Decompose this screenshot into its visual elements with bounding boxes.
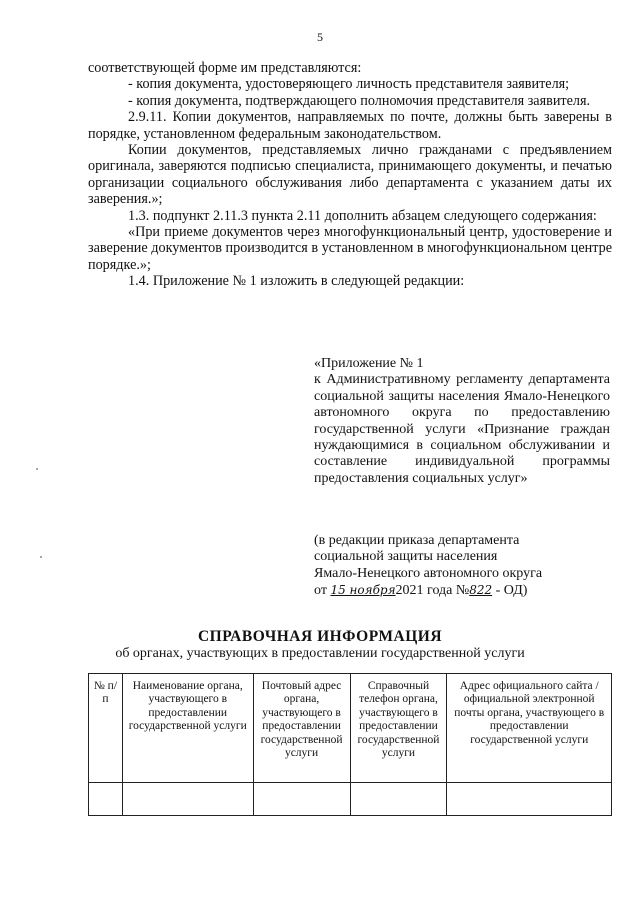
table-header-row xyxy=(89,674,612,783)
handwritten-date: 15 ноября xyxy=(330,583,396,598)
edition-line: (в редакции приказа департамента xyxy=(314,533,520,548)
section-title: СПРАВОЧНАЯ ИНФОРМАЦИЯ xyxy=(197,628,443,645)
body-text xyxy=(88,60,612,290)
header-organ-name: Наименование органа, участвующего в предоставлении государственной услуги xyxy=(122,674,253,783)
scan-speck xyxy=(40,556,42,558)
scan-speck xyxy=(36,468,38,470)
table-cell xyxy=(447,783,612,816)
edition-prefix: от xyxy=(314,583,327,599)
table-cell xyxy=(350,783,447,816)
header-postal-address: Почтовый адрес органа, участвующего в предоставлении государственной услуги xyxy=(253,674,350,783)
handwritten-number: 822 xyxy=(469,583,493,598)
edition-suffix: - ОД) xyxy=(495,583,528,599)
table-row xyxy=(89,783,612,816)
info-table xyxy=(88,673,612,816)
paragraph: 1.3. подпункт 2.11.3 пункта 2.11 дополнить абзацем следующего содержания: xyxy=(128,207,597,224)
paragraph: соответствующей форме им представляются: xyxy=(88,60,362,76)
attachment-block xyxy=(314,356,610,487)
paragraph: 2.9.11. Копии документов, направляемых по почте, должны быть заверены в порядке, установленном федеральным законодательством. xyxy=(88,109,612,142)
header-website: Адрес официального сайта /официальной электронной почты органа, участвующего в предоставлении государственной услуги xyxy=(447,674,612,783)
paragraph: «При приеме документов через многофункциональный центр, удостоверение и заверение документов производится в установленном в многофункциональном центре порядке.»; xyxy=(88,224,612,273)
paragraph: - копия документа, подтверждающего полномочия представителя заявителя. xyxy=(128,92,591,109)
paragraph: - копия документа, удостоверяющего личность представителя заявителя; xyxy=(128,76,570,93)
table-cell xyxy=(122,783,253,816)
edition-note xyxy=(314,533,610,600)
table-cell xyxy=(253,783,350,816)
table-cell xyxy=(89,783,123,816)
paragraph: 1.4. Приложение № 1 изложить в следующей редакции: xyxy=(128,273,465,290)
section-subtitle: об органах, участвующих в предоставлении государственной услуги xyxy=(115,646,525,661)
header-phone: Справочный телефон органа, участвующего в предоставлении государственной услуги xyxy=(350,674,447,783)
edition-line: Ямало-Ненецкого автономного округа xyxy=(314,565,543,581)
header-number: № п/п xyxy=(89,674,123,783)
paragraph: Копии документов, представляемых лично гражданами с предъявлением оригинала, заверяются подписью специалиста, принимающего документы, и печатью организации социального обслуживания либо департамента с указанием даты их заверения.»; xyxy=(88,142,612,208)
edition-line: социальной защиты населения xyxy=(314,549,498,565)
attachment-heading: «Приложение № 1 xyxy=(314,356,424,371)
edition-year: 2021 года № xyxy=(395,583,470,599)
page-number: 5 xyxy=(317,30,323,44)
edition-date-line xyxy=(314,582,610,599)
attachment-text: к Административному регламенту департамента социальной защиты населения Ямало-Ненецкого автономного округа по предоставлению государственной услуги «Признание граждан нуждающимися в социальном обслуживании и составление индивидуальной программы предоставления социальных услуг» xyxy=(314,372,610,486)
